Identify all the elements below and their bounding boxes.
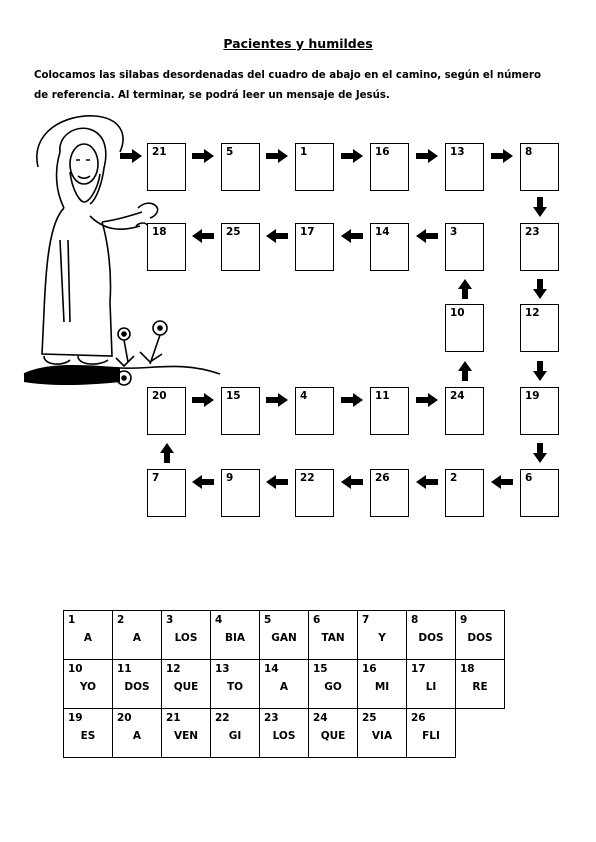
syllable-cell xyxy=(309,709,358,758)
syllable-cell xyxy=(211,611,260,660)
syllable-number: 17 xyxy=(411,663,426,675)
path-box[interactable] xyxy=(221,469,260,517)
syllable-number: 15 xyxy=(313,663,328,675)
syllable-number: 4 xyxy=(215,614,223,626)
path-box[interactable] xyxy=(520,469,559,517)
syllable-text: FLI xyxy=(422,730,440,742)
syllable-text: A xyxy=(83,632,93,644)
syllable-text: QUE xyxy=(173,681,199,693)
path-box-number: 24 xyxy=(450,390,465,402)
path-box[interactable] xyxy=(370,223,409,271)
syllable-cell xyxy=(64,611,113,660)
arrow-up-icon xyxy=(458,361,472,381)
arrow-down-icon xyxy=(533,361,547,381)
syllable-number: 21 xyxy=(166,712,181,724)
syllable-cell xyxy=(162,611,211,660)
path-box-number: 25 xyxy=(226,226,241,238)
path-box-number: 2 xyxy=(450,472,458,484)
syllable-cell xyxy=(358,709,407,758)
table-row xyxy=(64,660,505,709)
path-box[interactable] xyxy=(520,304,559,352)
path-box-number: 5 xyxy=(226,146,234,158)
instructions-line-2: de referencia. Al terminar, se podrá leer un mensaje de Jesús. xyxy=(34,90,390,101)
syllable-table xyxy=(63,610,505,758)
path-box-number: 17 xyxy=(300,226,315,238)
syllable-number: 26 xyxy=(411,712,426,724)
path-box[interactable] xyxy=(370,469,409,517)
path-box-number: 11 xyxy=(375,390,390,402)
arrow-left-icon xyxy=(341,229,363,243)
path-box[interactable] xyxy=(445,469,484,517)
syllable-number: 23 xyxy=(264,712,279,724)
arrow-right-icon xyxy=(192,393,214,407)
path-box[interactable] xyxy=(147,223,186,271)
syllable-cell xyxy=(358,660,407,709)
syllable-text: A xyxy=(132,632,142,644)
syllable-text: A xyxy=(279,681,289,693)
syllable-text: LOS xyxy=(174,632,198,644)
syllable-number: 22 xyxy=(215,712,230,724)
arrow-down-icon xyxy=(533,279,547,299)
syllable-text: BIA xyxy=(224,632,246,644)
syllable-number: 5 xyxy=(264,614,272,626)
arrow-right-icon xyxy=(416,393,438,407)
syllable-number: 24 xyxy=(313,712,328,724)
path-box[interactable] xyxy=(295,469,334,517)
arrow-left-icon xyxy=(491,475,513,489)
syllable-number: 3 xyxy=(166,614,174,626)
path-box-number: 13 xyxy=(450,146,465,158)
path-box[interactable] xyxy=(520,387,559,435)
arrow-left-icon xyxy=(416,475,438,489)
syllable-number: 2 xyxy=(117,614,125,626)
syllable-number: 25 xyxy=(362,712,377,724)
syllable-number: 8 xyxy=(411,614,419,626)
path-box-number: 4 xyxy=(300,390,308,402)
path-box[interactable] xyxy=(295,223,334,271)
syllable-cell xyxy=(162,709,211,758)
path-box[interactable] xyxy=(370,143,409,191)
path-box-number: 14 xyxy=(375,226,390,238)
path-box-number: 21 xyxy=(152,146,167,158)
syllable-number: 20 xyxy=(117,712,132,724)
syllable-text: LI xyxy=(425,681,437,693)
syllable-cell xyxy=(456,611,505,660)
syllable-number: 19 xyxy=(68,712,83,724)
arrow-left-icon xyxy=(266,229,288,243)
path-box[interactable] xyxy=(295,387,334,435)
syllable-cell xyxy=(64,709,113,758)
path-box-number: 23 xyxy=(525,226,540,238)
syllable-cell xyxy=(309,660,358,709)
arrow-up-icon xyxy=(160,443,174,463)
syllable-number: 16 xyxy=(362,663,377,675)
syllable-text: GO xyxy=(324,681,342,693)
syllable-cell xyxy=(113,660,162,709)
path-box[interactable] xyxy=(147,143,186,191)
arrow-down-icon xyxy=(533,443,547,463)
syllable-cell xyxy=(64,660,113,709)
syllable-cell xyxy=(407,709,456,758)
syllable-cell xyxy=(260,611,309,660)
path-box-number: 12 xyxy=(525,307,540,319)
empty-cell xyxy=(456,709,505,758)
arrow-left-icon xyxy=(341,475,363,489)
syllable-number: 7 xyxy=(362,614,370,626)
path-box[interactable] xyxy=(295,143,334,191)
syllable-cell xyxy=(260,660,309,709)
arrow-right-icon xyxy=(341,149,363,163)
syllable-cell xyxy=(407,660,456,709)
syllable-number: 1 xyxy=(68,614,76,626)
arrow-left-icon xyxy=(192,475,214,489)
table-row xyxy=(64,709,505,758)
path-box-number: 6 xyxy=(525,472,533,484)
arrow-right-icon xyxy=(192,149,214,163)
syllable-text: DOS xyxy=(418,632,444,644)
syllable-number: 6 xyxy=(313,614,321,626)
path-box-number: 22 xyxy=(300,472,315,484)
syllable-number: 14 xyxy=(264,663,279,675)
path-box[interactable] xyxy=(445,223,484,271)
path-box-number: 20 xyxy=(152,390,167,402)
syllable-text: YO xyxy=(79,681,97,693)
syllable-cell xyxy=(358,611,407,660)
syllable-number: 10 xyxy=(68,663,83,675)
path-box[interactable] xyxy=(445,387,484,435)
path-box[interactable] xyxy=(520,143,559,191)
syllable-text: LOS xyxy=(272,730,296,742)
syllable-text: DOS xyxy=(124,681,150,693)
instructions-line-1: Colocamos las silabas desordenadas del cuadro de abajo en el camino, según el número xyxy=(34,70,541,81)
page-title: Pacientes y humildes xyxy=(223,36,373,51)
syllable-number: 18 xyxy=(460,663,475,675)
path-box[interactable] xyxy=(221,223,260,271)
path-box-number: 19 xyxy=(525,390,540,402)
path-box-number: 8 xyxy=(525,146,533,158)
arrow-left-icon xyxy=(192,229,214,243)
arrow-right-icon xyxy=(266,149,288,163)
path-box-number: 3 xyxy=(450,226,458,238)
syllable-text: QUE xyxy=(320,730,346,742)
arrow-left-icon xyxy=(266,475,288,489)
arrow-left-icon xyxy=(416,229,438,243)
syllable-text: VEN xyxy=(173,730,199,742)
path-box[interactable] xyxy=(221,143,260,191)
syllable-text: A xyxy=(132,730,142,742)
syllable-cell xyxy=(407,611,456,660)
path-box-number: 7 xyxy=(152,472,160,484)
syllable-cell xyxy=(113,709,162,758)
arrow-right-icon xyxy=(416,149,438,163)
path-box[interactable] xyxy=(445,304,484,352)
syllable-cell xyxy=(113,611,162,660)
syllable-cell xyxy=(211,660,260,709)
syllable-text: Y xyxy=(378,632,386,644)
path-box[interactable] xyxy=(147,387,186,435)
syllable-text: ES xyxy=(80,730,96,742)
path-box[interactable] xyxy=(445,143,484,191)
syllable-cell xyxy=(162,660,211,709)
path-box-number: 26 xyxy=(375,472,390,484)
path-box[interactable] xyxy=(147,469,186,517)
syllable-cell xyxy=(456,660,505,709)
path-box-number: 9 xyxy=(226,472,234,484)
syllable-cell xyxy=(211,709,260,758)
syllable-text: TO xyxy=(226,681,244,693)
path-box-number: 10 xyxy=(450,307,465,319)
instructions xyxy=(34,66,574,106)
path-box-number: 16 xyxy=(375,146,390,158)
arrow-right-icon xyxy=(341,393,363,407)
syllable-text: GAN xyxy=(271,632,297,644)
path-box-number: 1 xyxy=(300,146,308,158)
syllable-number: 12 xyxy=(166,663,181,675)
syllable-text: RE xyxy=(472,681,488,693)
syllable-number: 9 xyxy=(460,614,468,626)
arrow-up-icon xyxy=(458,279,472,299)
syllable-number: 11 xyxy=(117,663,132,675)
arrow-right-icon xyxy=(120,149,142,163)
arrow-right-icon xyxy=(266,393,288,407)
path-box[interactable] xyxy=(370,387,409,435)
path-box-number: 18 xyxy=(152,226,167,238)
syllable-text: MI xyxy=(374,681,390,693)
syllable-text: DOS xyxy=(467,632,493,644)
path-box[interactable] xyxy=(520,223,559,271)
table-row xyxy=(64,611,505,660)
path-box-number: 15 xyxy=(226,390,241,402)
path-box[interactable] xyxy=(221,387,260,435)
arrow-down-icon xyxy=(533,197,547,217)
syllable-text: GI xyxy=(228,730,242,742)
syllable-cell xyxy=(309,611,358,660)
syllable-cell xyxy=(260,709,309,758)
syllable-number: 13 xyxy=(215,663,230,675)
syllable-text: VIA xyxy=(371,730,393,742)
arrow-right-icon xyxy=(491,149,513,163)
syllable-text: TAN xyxy=(321,632,345,644)
